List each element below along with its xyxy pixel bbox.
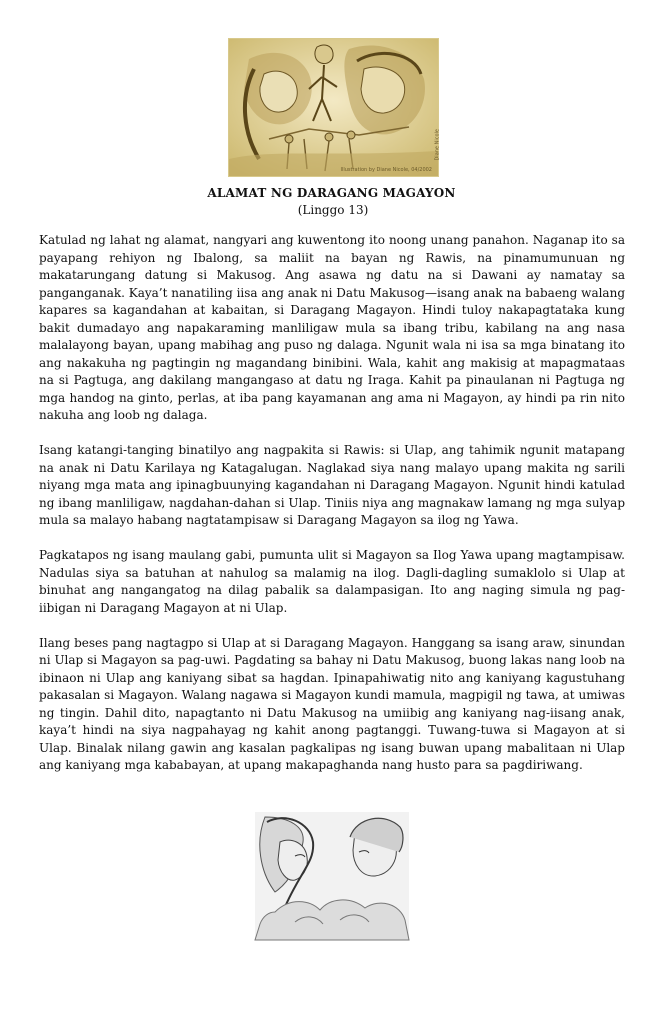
document-subtitle: (Linggo 13) (297, 203, 369, 217)
document-title: ALAMAT NG DARAGANG MAGAYON (207, 186, 456, 200)
illustration-drawing (229, 39, 438, 176)
illustration-signature: Diane Nicole (435, 129, 441, 161)
illustration-credit: Illustration by Diane Nicole, 04/2002 (340, 167, 432, 173)
paragraph: Pagkatapos ng isang maulang gabi, pumunta ulit si Magayon sa Ilog Yawa upang magtampisaw. Nadulas siya sa batuhan at nahulog sa malamig na ilog. Dagli-dagling sumaklolo si Ulap at binuhat ang nangangatog na dilag pabalik sa dalampasigan. Ito ang naging simula ng pag-iibigan ni Daragang Magayon at ni Ulap. (39, 548, 625, 615)
paragraph: Katulad ng lahat ng alamat, nangyari ang kuwentong ito noong unang panahon. Naganap ito sa payapang rehiyon ng Ibalong, sa maliit na bayan ng Rawis, na pinamumunuan ng makatarungang datung si Makusog. Ang asawa ng datu na si Dawani ay namatay sa panganganak. Kaya’t nanatiling iisa ang anak ni Datu Makusog—isang anak na babaeng walang kapares sa kagandahan at kabaitan, si Daragang Magayon. Hindi tuloy nakapagtataka kung bakit dumadayo ang napakaraming manliligaw mula sa ibang tribu, kabilang na ang nasa malalayong bayan, upang mabihag ang puso ng dalaga. Ngunit wala ni isa sa mga binatang ito ang nakakuha ng pagtingin ng magandang binibini. Wala, kahit ang makisig at mapagmataas na si Pagtuga, ang dakilang mangangaso at datu ng Iraga. Kahit pa pinaulanan ni Pagtuga ng mga handog na ginto, perlas, at iba pang kayamanan ang ama ni Magayon, ay hindi pa rin nito nakuha ang loob ng dalaga. (39, 233, 625, 422)
story-illustration-sepia (228, 38, 439, 177)
paragraph: Ilang beses pang nagtagpo si Ulap at si Daragang Magayon. Hanggang sa isang araw, sinundan ni Ulap si Magayon sa pag-uwi. Pagdating sa bahay ni Datu Makusog, buong lakas nang loob na ibinaon ni Ulap ang kaniyang sibat sa hagdan. Ipinapahiwatig nito ang kaniyang kagustuhang pakasalan si Magayon. Walang nagawa si Magayon kundi mamula, magpigil ng tawa, at umiwas ng tingin. Dahil dito, napagtanto ni Datu Makusog na umiibig ang kaniyang nag-iisang anak, kaya’t hindi na siya nagpahayag ng kahit anong pagtanggi. Tuwang-tuwa si Magayon at si Ulap. Binalak nilang gawin ang kasalan pagkalipas ng isang buwan upang mabalitaan ni Ulap ang kaniyang mga kababayan, at upang makapaghanda nang husto para sa pagdiriwang. (39, 635, 625, 772)
couple-illustration (255, 812, 409, 940)
couple-drawing (255, 812, 409, 940)
story-body (39, 232, 625, 792)
paragraph: Isang katangi-tanging binatilyo ang nagpakita si Rawis: si Ulap, ang tahimik ngunit matapang na anak ni Datu Karilaya ng Katagalugan. Naglakad siya nang malayo upang makita ng sarili niyang mga mata ang ipinagbuunying kagandahan ni Daragang Magayon. Ngunit hindi katulad ng ibang manliligaw, nagdahan-dahan si Ulap. Tiniis niya ang magnakaw lamang ng mga sulyap mula sa malayo habang nagtatampisaw si Daragang Magayon sa ilog ng Yawa. (39, 443, 625, 527)
